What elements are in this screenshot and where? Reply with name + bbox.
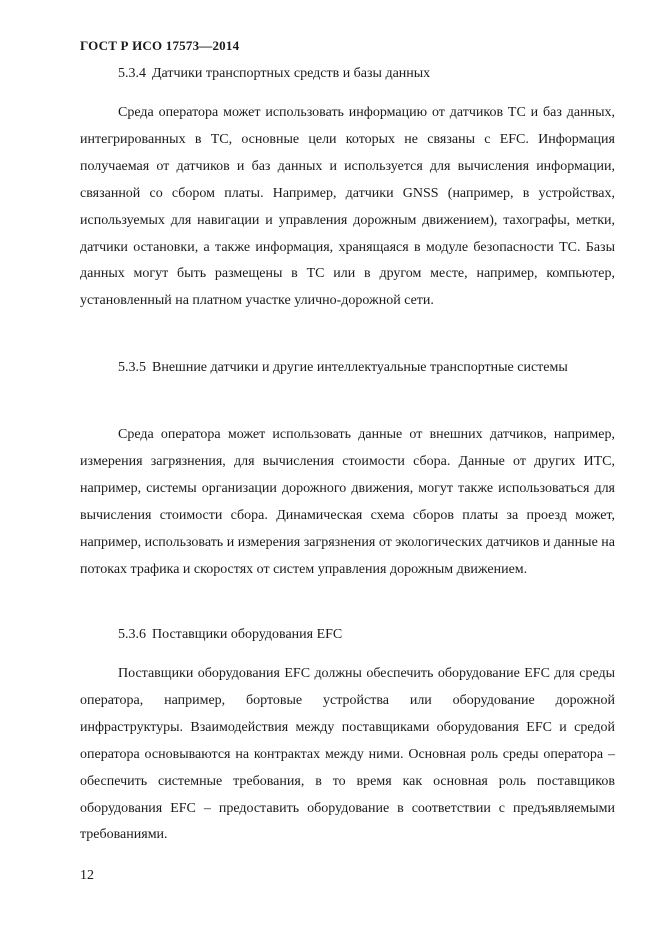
section-number: 5.3.4: [118, 66, 146, 81]
section-heading-5-3-6: [80, 622, 615, 647]
section-paragraph-5-3-5: Среда оператора может использовать данные от внешних датчиков, например, измерения загрязнения, для вычисления стоимости сбора. Данные от других ИТС, например, системы организации дорожного движения, могут также использоваться для вычисления стоимости сбора. Динамическая схема сборов платы за проезд может, например, использовать и измерения загрязнения от экологических датчиков и данные на потоках трафика и скоростях от систем управления дорожным движением.: [80, 427, 615, 577]
section-number: 5.3.5: [118, 360, 146, 375]
section-title: Датчики транспортных средств и базы данных: [152, 66, 431, 81]
section-title: Внешние датчики и другие интеллектуальные транспортные системы: [152, 360, 568, 375]
section-number: 5.3.6: [118, 627, 146, 642]
section-paragraph-5-3-4: Среда оператора может использовать информацию от датчиков ТС и баз данных, интегрированных в ТС, основные цели которых не связаны с EFC. Информация получаемая от датчиков и баз данных и используется для вычисления информации, связанной со сбором платы. Например, датчики GNSS (например, в устройствах, используемых для навигации и управления дорожным движением), тахографы, метки, датчики остановки, а также информация, хранящаяся в модуле безопасности ТС. Базы данных могут быть размещены в ТС или в другом месте, например, компьютер, установленный на платном участке улично-дорожной сети.: [80, 105, 615, 309]
page-number: 12: [80, 868, 94, 883]
section-title: Поставщики оборудования EFC: [152, 627, 343, 642]
document-header: ГОСТ Р ИСО 17573—2014: [80, 38, 240, 53]
section-paragraph-5-3-6: Поставщики оборудования EFC должны обеспечить оборудование EFC для среды оператора, например, бортовые устройства или оборудование дорожной инфраструктуры. Взаимодействия между поставщиками оборудования EFC и средой оператора основываются на контрактах между ними. Основная роль среды оператора – обеспечить системные требования, в то время как основная роль поставщиков оборудования EFC – предоставить оборудование в соответствии с предъявляемыми требованиями.: [80, 666, 615, 843]
section-heading-5-3-4: [80, 61, 615, 86]
section-heading-5-3-5: [80, 355, 615, 380]
